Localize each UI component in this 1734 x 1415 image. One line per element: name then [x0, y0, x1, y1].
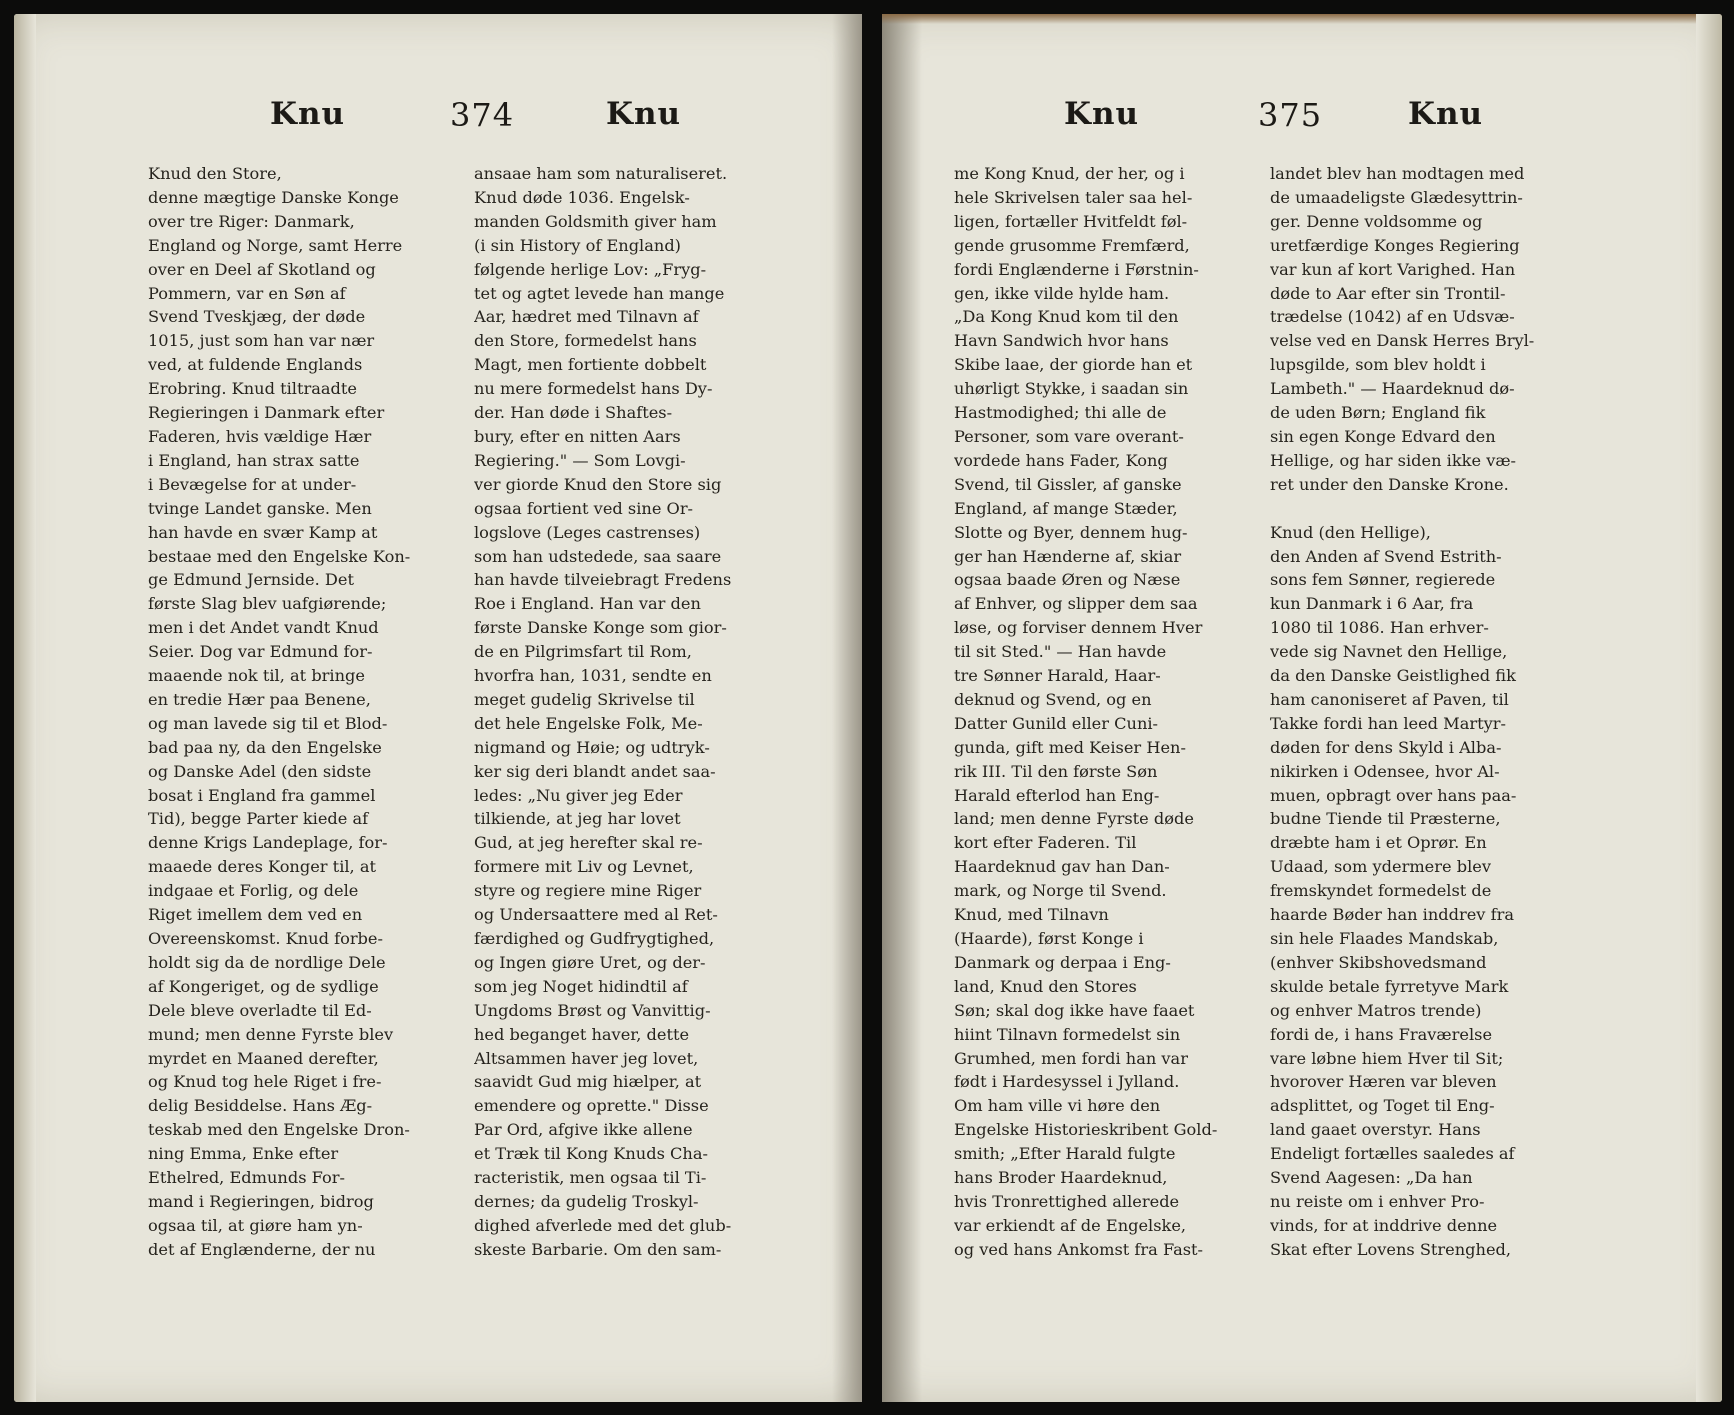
text-line: tvinge Landet ganske. Men — [148, 498, 372, 518]
text-line: land, Knud den Stores — [954, 976, 1137, 996]
text-line: landet blev han modtagen med — [1270, 164, 1525, 183]
text-line: vordede hans Fader, Kong — [954, 450, 1168, 470]
left-page-column-2 — [474, 162, 784, 1262]
text-line: saavidt Gud mig hiælper, at — [474, 1072, 702, 1092]
text-line: døden for dens Skyld i Alba- — [1270, 737, 1502, 757]
text-line: mund; men denne Fyrste blev — [148, 1024, 394, 1044]
text-line: adsplittet, og Toget til Eng- — [1270, 1096, 1495, 1116]
text-line: Par Ord, afgive ikke allene — [474, 1120, 693, 1140]
text-line: Udaad, som ydermere blev — [1270, 857, 1491, 877]
text-line: Roe i England. Han var den — [474, 594, 701, 614]
text-line: deknud og Svend, og en — [954, 689, 1152, 709]
text-line: Seier. Dog var Edmund for- — [148, 642, 373, 662]
text-line: til sit Sted." — Han havde — [954, 642, 1167, 662]
text-line: maaede deres Konger til, at — [148, 857, 376, 877]
text-line: det hele Engelske Folk, Me- — [474, 713, 703, 733]
text-line: Svend Aagesen: „Da han — [1270, 1168, 1473, 1188]
text-line: af Kongeriget, og de sydlige — [148, 976, 379, 996]
text-line: og Danske Adel (den sidste — [148, 761, 372, 781]
text-line: denne mægtige Danske Konge — [148, 187, 399, 207]
text-line: maaende nok til, at bringe — [148, 666, 365, 686]
text-line: Ethelred, Edmunds For- — [148, 1168, 345, 1188]
text-line: Faderen, hvis vældige Hær — [148, 426, 372, 446]
text-line: som jeg Noget hidindtil af — [474, 976, 688, 996]
text-line: ogsaa fortient ved sine Or- — [474, 498, 694, 518]
text-line: 1080 til 1086. Han erhver- — [1270, 618, 1489, 638]
text-line: Søn; skal dog ikke have faaet — [954, 1000, 1195, 1020]
text-line: mand i Regieringen, bidrog — [148, 1191, 374, 1211]
text-line: Hellige, og har siden ikke væ- — [1270, 450, 1517, 470]
text-line: og Ingen giøre Uret, og der- — [474, 952, 706, 972]
text-line: nigmand og Høie; og udtryk- — [474, 737, 710, 757]
text-line: den Anden af Svend Estrith- — [1270, 546, 1502, 566]
text-line: nu reiste om i enhver Pro- — [1270, 1191, 1485, 1211]
text-line: Datter Gunild eller Cuni- — [954, 713, 1159, 733]
text-line: Skibe laae, der giorde han et — [954, 355, 1193, 375]
text-line: ledes: „Nu giver jeg Eder — [474, 785, 683, 805]
text-line: Regieringen i Danmark efter — [148, 403, 385, 423]
text-line: gunda, gift med Keiser Hen- — [954, 737, 1186, 757]
text-line: følgende herlige Lov: „Fryg- — [474, 259, 707, 279]
text-line: færdighed og Gudfrygtighed, — [474, 929, 715, 948]
text-line: vede sig Navnet den Hellige, — [1270, 642, 1508, 662]
text-line: Skat efter Lovens Strenghed, — [1270, 1239, 1512, 1259]
text-line: sin egen Konge Edvard den — [1270, 426, 1496, 446]
text-line: manden Goldsmith giver ham — [474, 211, 717, 231]
right-page-column-2 — [1270, 162, 1588, 1262]
text-line: gende grusomme Fremfærd, — [954, 235, 1190, 255]
text-line: hvorover Hæren var bleven — [1270, 1072, 1497, 1092]
text-line: i Bevægelse for at under- — [148, 474, 357, 494]
left-page-column-1 — [148, 162, 464, 1262]
text-line: hiint Tilnavn formedelst sin — [954, 1024, 1181, 1044]
text-line: skeste Barbarie. Om den sam- — [474, 1239, 722, 1259]
text-line: Havn Sandwich hvor hans — [954, 331, 1169, 351]
text-line: Personer, som vare overant- — [954, 426, 1184, 446]
text-line: meget gudelig Skrivelse til — [474, 689, 695, 709]
text-line: sin hele Flaades Mandskab, — [1270, 929, 1499, 948]
text-line: han havde en svær Kamp at — [148, 522, 378, 542]
text-line: England og Norge, samt Herre — [148, 235, 403, 255]
text-line: ret under den Danske Krone. — [1270, 474, 1509, 494]
text-line: Ungdoms Brøst og Vanvittig- — [474, 1000, 711, 1020]
text-line: vinds, for at inddrive denne — [1270, 1215, 1498, 1235]
text-line: Om ham ville vi høre den — [954, 1096, 1161, 1116]
text-line: var erkiendt af de Engelske, — [954, 1215, 1187, 1235]
text-line: dighed afverlede med det glub- — [474, 1215, 732, 1235]
text-line: Grumhed, men fordi han var — [954, 1048, 1188, 1068]
text-line — [1270, 497, 1588, 521]
text-line: uhørligt Stykke, i saadan sin — [954, 379, 1189, 399]
text-line: 1015, just som han var nær — [148, 331, 375, 351]
text-line: nu mere formedelst hans Dy- — [474, 379, 713, 399]
text-line: velse ved en Dansk Herres Bryl- — [1270, 331, 1535, 351]
text-line: ogsaa baade Øren og Næse — [954, 570, 1181, 590]
text-line: Takke fordi han leed Martyr- — [1270, 713, 1507, 733]
text-line: dræbte ham i et Oprør. En — [1270, 833, 1487, 853]
text-line: trædelse (1042) af en Udsvæ- — [1270, 307, 1515, 327]
text-line: ligen, fortæller Hvitfeldt føl- — [954, 211, 1188, 231]
left-page-number: 374 — [450, 96, 515, 134]
text-line: Endeligt fortælles saaledes af — [1270, 1144, 1515, 1164]
text-line: bury, efter en nitten Aars — [474, 426, 681, 446]
text-line: holdt sig da de nordlige Dele — [148, 952, 386, 972]
text-line: England, af mange Stæder, — [954, 498, 1178, 518]
text-line: ger han Hænderne af, skiar — [954, 546, 1182, 566]
text-line: Gud, at jeg herefter skal re- — [474, 833, 703, 853]
text-line: kort efter Faderen. Til — [954, 833, 1137, 853]
text-line: styre og regiere mine Riger — [474, 881, 702, 901]
right-page-column-1 — [954, 162, 1262, 1262]
text-line: mark, og Norge til Svend. — [954, 881, 1167, 901]
text-line: født i Hardesyssel i Jylland. — [954, 1072, 1180, 1092]
text-line: rik III. Til den første Søn — [954, 761, 1158, 781]
text-line: muen, opbragt over hans paa- — [1270, 785, 1517, 805]
text-line: løse, og forviser dennem Hver — [954, 618, 1203, 638]
text-line: Riget imellem dem ved en — [148, 905, 363, 925]
text-line: „Da Kong Knud kom til den — [954, 307, 1179, 327]
text-line: tilkiende, at jeg har lovet — [474, 809, 681, 829]
text-line: Lambeth." — Haardeknud dø- — [1270, 379, 1515, 399]
text-line: kun Danmark i 6 Aar, fra — [1270, 594, 1474, 614]
left-page-header-left-word: Knu — [270, 96, 346, 132]
text-line: hvorfra han, 1031, sendte en — [474, 666, 712, 686]
text-line: og enhver Matros trende) — [1270, 1000, 1482, 1020]
text-line: (Haarde), først Konge i — [954, 929, 1144, 948]
left-page — [14, 14, 862, 1402]
text-line: nikirken i Odensee, hvor Al- — [1270, 761, 1500, 781]
text-line: et Træk til Kong Knuds Cha- — [474, 1144, 708, 1164]
text-line: det af Englænderne, der nu — [148, 1239, 376, 1259]
right-page-header-left-word: Knu — [1064, 96, 1140, 132]
text-line: første Danske Konge som gior- — [474, 618, 727, 638]
text-line: hvis Tronrettighed allerede — [954, 1191, 1180, 1211]
text-line: første Slag blev uafgiørende; — [148, 594, 387, 614]
text-line: Dele bleve overladte til Ed- — [148, 1000, 372, 1020]
text-line: men i det Andet vandt Knud — [148, 618, 379, 638]
text-line: og ved hans Ankomst fra Fast- — [954, 1239, 1204, 1259]
left-page-header-right-word: Knu — [606, 96, 682, 132]
text-line: Knud (den Hellige), — [1270, 522, 1431, 542]
text-line: Magt, men fortiente dobbelt — [474, 355, 707, 375]
text-line: vare løbne hiem Hver til Sit; — [1270, 1048, 1504, 1068]
text-line: logslove (Leges castrenses) — [474, 522, 701, 542]
text-line: Knud, med Tilnavn — [954, 905, 1109, 925]
text-line: Overeenskomst. Knud forbe- — [148, 929, 383, 948]
text-line: Regiering." — Som Lovgi- — [474, 450, 686, 470]
text-line: de umaadeligste Glædesyttrin- — [1270, 187, 1523, 207]
text-line: racteristik, men ogsaa til Ti- — [474, 1168, 707, 1188]
text-line: (i sin History of England) — [474, 235, 681, 255]
text-line: tet og agtet levede han mange — [474, 283, 725, 303]
text-line: den Store, formedelst hans — [474, 331, 697, 351]
text-line: Altsammen haver jeg lovet, — [474, 1048, 699, 1068]
text-line: hed beganget haver, dette — [474, 1024, 690, 1044]
text-line: gen, ikke vilde hylde ham. — [954, 283, 1170, 303]
text-line: bad paa ny, da den Engelske — [148, 737, 382, 757]
text-line: ansaae ham som naturaliseret. — [474, 164, 728, 183]
text-line: land gaaet overstyr. Hans — [1270, 1120, 1481, 1140]
text-line: Knud den Store, — [148, 164, 282, 183]
text-line: og Knud tog hele Riget i fre- — [148, 1072, 382, 1092]
text-line: teskab med den Engelske Dron- — [148, 1120, 410, 1140]
text-line: ger. Denne voldsomme og — [1270, 211, 1483, 231]
text-line: Pommern, var en Søn af — [148, 283, 346, 303]
text-line: lupsgilde, som blev holdt i — [1270, 355, 1486, 375]
text-line: Hastmodighed; thi alle de — [954, 403, 1167, 423]
text-line: denne Krigs Landeplage, for- — [148, 833, 388, 853]
text-line: (enhver Skibshovedsmand — [1270, 952, 1487, 972]
text-line: budne Tiende til Præsterne, — [1270, 809, 1501, 829]
text-line: Slotte og Byer, dennem hug- — [954, 522, 1188, 542]
text-line: Tid), begge Parter kiede af — [148, 809, 369, 829]
text-line: myrdet en Maaned derefter, — [148, 1048, 379, 1068]
text-line: fordi de, i hans Fraværelse — [1270, 1024, 1493, 1044]
text-line: land; men denne Fyrste døde — [954, 809, 1194, 829]
text-line: skulde betale fyrretyve Mark — [1270, 976, 1509, 996]
text-line: sons fem Sønner, regierede — [1270, 570, 1496, 590]
text-line: ge Edmund Jernside. Det — [148, 570, 354, 590]
text-line: ham canoniseret af Paven, til — [1270, 689, 1509, 709]
text-line: ved, at fuldende Englands — [148, 355, 363, 375]
right-page — [882, 14, 1722, 1402]
text-line: og Undersaattere med al Ret- — [474, 905, 718, 925]
text-line: de en Pilgrimsfart til Rom, — [474, 642, 692, 662]
text-line: Svend Tveskjæg, der døde — [148, 307, 366, 327]
text-line: var kun af kort Varighed. Han — [1270, 259, 1516, 279]
text-line: Aar, hædret med Tilnavn af — [474, 307, 699, 327]
text-line: Harald efterlod han Eng- — [954, 785, 1160, 805]
text-line: Erobring. Knud tiltraadte — [148, 379, 357, 399]
text-line: emendere og oprette." Disse — [474, 1096, 709, 1116]
text-line: ker sig deri blandt andet saa- — [474, 761, 716, 781]
text-line: der. Han døde i Shaftes- — [474, 403, 673, 423]
text-line: uretfærdige Konges Regiering — [1270, 235, 1520, 255]
text-line: tre Sønner Harald, Haar- — [954, 666, 1161, 686]
text-line: bosat i England fra gammel — [148, 785, 376, 805]
text-line: dernes; da gudelig Troskyl- — [474, 1191, 699, 1211]
text-line: Engelske Historieskribent Gold- — [954, 1120, 1218, 1140]
text-line: over en Deel af Skotland og — [148, 259, 376, 279]
text-line: delig Besiddelse. Hans Æg- — [148, 1096, 373, 1116]
text-line: Svend, til Gissler, af ganske — [954, 474, 1182, 494]
text-line: indgaae et Forlig, og dele — [148, 881, 359, 901]
text-line: ver giorde Knud den Store sig — [474, 474, 722, 494]
text-line: formere mit Liv og Levnet, — [474, 857, 694, 877]
text-line: fordi Englænderne i Førstnin- — [954, 259, 1199, 279]
text-line: Danmark og derpaa i Eng- — [954, 952, 1171, 972]
text-line: af Enhver, og slipper dem saa — [954, 594, 1198, 614]
text-line: bestaae med den Engelske Kon- — [148, 546, 411, 566]
text-line: hans Broder Haardeknud, — [954, 1168, 1168, 1188]
text-line: fremskyndet formedelst de — [1270, 881, 1492, 901]
right-page-number: 375 — [1258, 96, 1323, 134]
text-line: smith; „Efter Harald fulgte — [954, 1144, 1176, 1164]
text-line: Haardeknud gav han Dan- — [954, 857, 1170, 877]
text-line: han havde tilveiebragt Fredens — [474, 570, 732, 590]
text-line: me Kong Knud, der her, og i — [954, 164, 1185, 183]
text-line: ning Emma, Enke efter — [148, 1144, 339, 1164]
text-line: de uden Børn; England fik — [1270, 403, 1486, 423]
text-line: en tredie Hær paa Benene, — [148, 689, 371, 709]
text-line: da den Danske Geistlighed fik — [1270, 666, 1516, 686]
text-line: ogsaa til, at giøre ham yn- — [148, 1215, 363, 1235]
text-line: Knud døde 1036. Engelsk- — [474, 187, 690, 207]
text-line: over tre Riger: Danmark, — [148, 211, 355, 231]
text-line: som han udstedede, saa saare — [474, 546, 722, 566]
right-page-header-right-word: Knu — [1408, 96, 1484, 132]
text-line: i England, han strax satte — [148, 450, 360, 470]
text-line: hele Skrivelsen taler saa hel- — [954, 187, 1193, 207]
text-line: døde to Aar efter sin Trontil- — [1270, 283, 1506, 303]
text-line: og man lavede sig til et Blod- — [148, 713, 388, 733]
text-line: haarde Bøder han inddrev fra — [1270, 905, 1514, 925]
